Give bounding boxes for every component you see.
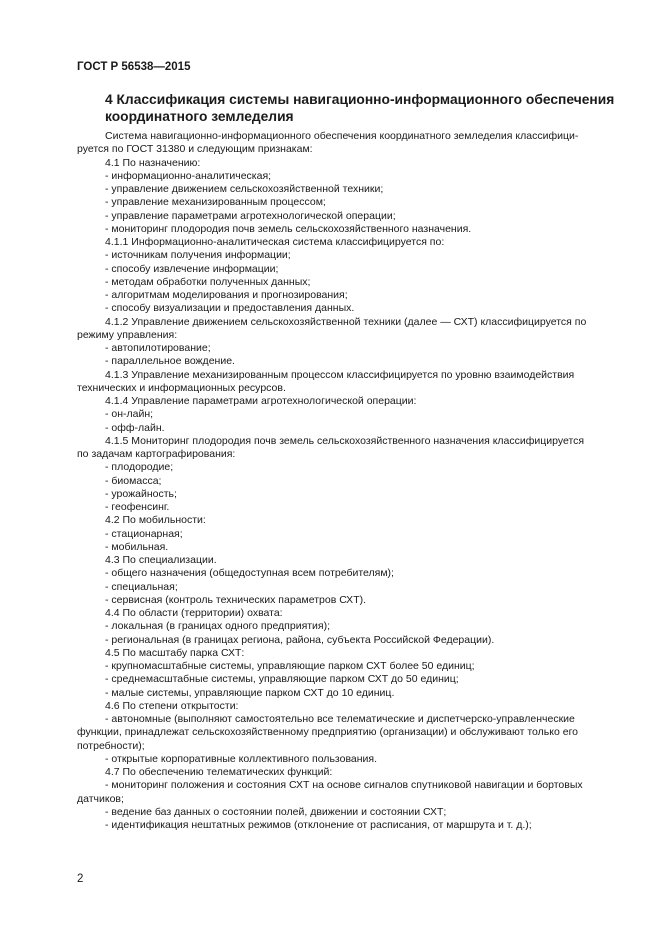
list-item: - среднемасштабные системы, управляющие парком СХТ до 50 единиц; [105,673,459,686]
paragraph-line: 4.1.4 Управление параметрами агротехнологической операции: [105,395,417,407]
list-item: - информационно-аналитическая; [105,169,272,182]
list-item: - способу извлечение информации; [105,262,279,275]
list-item: - параллельное вождение. [105,355,235,368]
list-item: - офф-лайн. [105,421,165,434]
section-title-line-2: координатного земледелия [105,109,294,124]
paragraph-line: потребности); [77,739,145,752]
list-item: - геофенсинг. [105,501,170,513]
list-item: - региональная (в границах региона, района, субъекта Российской Федерации). [105,633,495,646]
list-item: - способу визуализации и предоставления данных. [105,302,355,315]
list-item: - источникам получения информации; [105,249,291,262]
paragraph-line: 4.1.1 Информационно-аналитическая система классифицируется по: [105,236,445,248]
list-item: - управление параметрами агротехнологической операции; [105,209,396,222]
standard-header: ГОСТ Р 56538—2015 [77,61,191,73]
document-body [77,130,615,832]
list-item: - малые системы, управляющие парком СХТ до 10 единиц. [105,686,395,699]
paragraph-line: функции, принадлежат сельскохозяйственному предприятию (организации) и обслуживают только его [77,726,579,739]
list-item: - ведение баз данных о состоянии полей, движении и состоянии СХТ; [105,805,447,818]
list-item: - открытые корпоративные коллективного пользования. [105,752,378,765]
list-item: - управление механизированным процессом; [105,196,326,209]
list-item: - специальная; [105,580,178,593]
paragraph-line: 4.4 По области (территории) охвата: [105,607,283,619]
paragraph-line: 4.1 По назначению: [105,156,201,169]
paragraph-line: 4.1.3 Управление механизированным процессом классифицируется по уровню взаимодействия [105,368,575,381]
paragraph-line: Система навигационно-информационного обеспечения координатного земледелия классифици- [105,130,579,142]
list-item: - мобильная. [105,540,169,553]
list-item: - крупномасштабные системы, управляющие парком СХТ более 50 единиц; [105,660,475,672]
list-item: - управление движением сельскохозяйственной техники; [105,183,384,195]
list-item: - биомасса; [105,474,162,487]
section-heading [105,91,625,125]
list-item: - плодородие; [105,461,174,474]
list-item: - методам обработки полученных данных; [105,275,311,288]
list-item: - алгоритмам моделирования и прогнозирования; [105,289,348,301]
list-item: - мониторинг плодородия почв земель сельскохозяйственного назначения. [105,222,472,235]
paragraph-line: 4.1.2 Управление движением сельскохозяйственной техники (далее — СХТ) классифицируется по [105,315,587,328]
list-item: - мониторинг положения и состояния СХТ на основе сигналов спутниковой навигации и бортовых [105,779,583,792]
paragraph-line: 4.2 По мобильности: [105,514,206,527]
paragraph-line: 4.3 По специализации. [105,554,217,566]
list-item: - он-лайн; [105,408,154,421]
page-number: 2 [77,873,84,885]
paragraph-line: датчиков; [77,792,124,805]
list-item: - идентификация нештатных режимов (отклонение от расписания, от маршрута и т. д.); [105,819,532,831]
list-item: - автопилотирование; [105,342,211,354]
list-item: - стационарная; [105,527,183,540]
list-item: - общего назначения (общедоступная всем потребителям); [105,567,394,580]
paragraph-line: по задачам картографирования: [77,448,236,460]
list-item: - урожайность; [105,487,177,500]
section-title-line-1: 4 Классификация системы навигационно-информационного обеспечения [105,92,615,107]
list-item: - сервисная (контроль технических параметров СХТ). [105,593,367,606]
paragraph-line: 4.5 По масштабу парка СХТ: [105,646,245,659]
paragraph-line: 4.1.5 Мониторинг плодородия почв земель сельскохозяйственного назначения классифицируется [105,434,585,447]
list-item: - автономные (выполняют самостоятельно все телематические и диспетчерско-управленческие [105,713,575,725]
paragraph-line: технических и информационных ресурсов. [77,381,286,394]
list-item: - локальная (в границах одного предприятия); [105,620,331,633]
paragraph-line: 4.7 По обеспечению телематических функций: [105,766,333,778]
paragraph-line: режиму управления: [77,328,178,341]
paragraph-line: 4.6 По степени открытости: [105,699,239,712]
paragraph-line: руется по ГОСТ 31380 и следующим признакам: [77,143,313,156]
